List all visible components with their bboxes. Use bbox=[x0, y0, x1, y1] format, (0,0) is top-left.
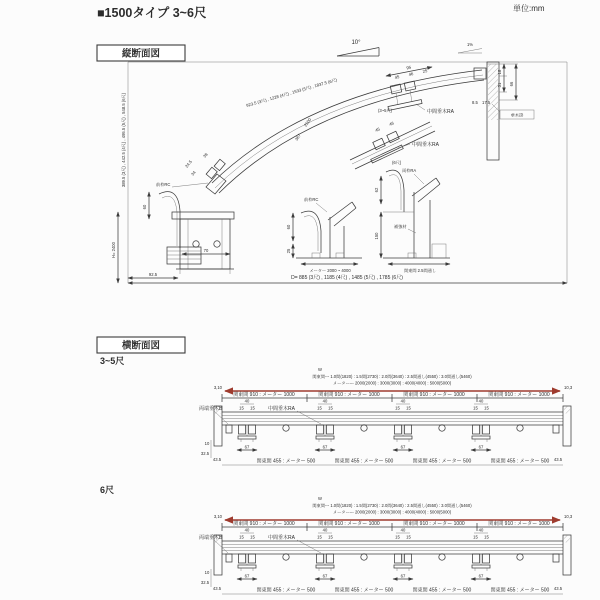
dim-15: 15 bbox=[250, 405, 255, 411]
height-dim: 389.5 (3尺) , 442.5 (4尺) , 495.5 (5尺) , 548.5 (6尺) bbox=[121, 92, 126, 188]
segment-dim: 関東間 910 : メーター 1000 bbox=[488, 521, 550, 527]
edge-offset-left: 3,10 bbox=[213, 385, 222, 390]
wall-rafter-hook bbox=[474, 62, 518, 160]
width-label: W bbox=[318, 367, 322, 372]
curve-length-dim: 923.5 (3尺) , 1228 (4尺) , 1533 (5尺) , 1837.5 (6尺) bbox=[245, 77, 338, 108]
mid-rafter bbox=[239, 425, 246, 434]
dim-40: 40 bbox=[322, 527, 328, 533]
anchor-hole bbox=[439, 554, 445, 560]
mid-rafter bbox=[473, 554, 480, 563]
dim-15: 15 bbox=[484, 405, 489, 411]
dim-67: 67 bbox=[478, 573, 484, 579]
end-rafter bbox=[226, 425, 232, 433]
dim-8-5: 8.5 bbox=[472, 100, 478, 105]
dim-15: 15 bbox=[328, 405, 333, 411]
mid-rafter bbox=[327, 425, 334, 434]
kanto-dim-line: 関東間--- 1.0間(1820) : 1.5間(2730) : 2.0間(3640) : 2.5間通し(4550) : 3.0間通し(5460) bbox=[312, 374, 472, 379]
segment-dim: 関東間 910 : メーター 1000 bbox=[233, 521, 295, 527]
bottom-span-dim: 関東間 455 : メーター 500 bbox=[490, 587, 550, 594]
mid-rafter2-label: 中間垂木RA bbox=[412, 142, 439, 148]
anchor-hole bbox=[283, 425, 289, 431]
dim-40: 40 bbox=[322, 398, 328, 404]
dim-67: 67 bbox=[244, 573, 250, 579]
dim-17-5: 17.5 bbox=[482, 100, 491, 105]
anchor-hole bbox=[439, 425, 445, 431]
mid-rafter bbox=[405, 425, 412, 434]
header bbox=[97, 3, 545, 20]
mid-rafter bbox=[239, 554, 246, 563]
vertical-section bbox=[97, 40, 567, 283]
dim-15: 15 bbox=[395, 405, 400, 411]
detail-front-frame-label: 前枠RC bbox=[304, 197, 319, 202]
range-6-label: (6尺) bbox=[392, 160, 402, 165]
leader-line bbox=[414, 174, 424, 184]
end-rafter bbox=[553, 554, 559, 562]
post-height-dim: H= 2400 bbox=[111, 242, 116, 258]
dim-40: 40 bbox=[400, 527, 406, 533]
depth-dim: D= 885 (3尺) , 1185 (4尺) , 1485 (5尺) , 1785 (6尺) bbox=[291, 275, 403, 281]
width-label: W bbox=[318, 496, 322, 501]
base-plate bbox=[238, 565, 256, 568]
dim-46: 46 bbox=[408, 71, 414, 77]
base-plate bbox=[316, 565, 334, 568]
dim-18: 18 bbox=[497, 69, 502, 75]
dim-67: 67 bbox=[400, 573, 406, 579]
meter-dim-line: メーター--- 2000(2000) : 3000(3000) : 4000(4000) : 5000(5000) bbox=[332, 509, 452, 515]
mid-rafter bbox=[249, 554, 256, 563]
dim-15: 15 bbox=[484, 534, 489, 540]
mid-rafter bbox=[395, 554, 402, 563]
dim-10: 10 bbox=[204, 570, 210, 575]
kanto-dim-line: 関東間--- 1.0間(1820) : 1.5間(2730) : 2.0間(3640) : 2.5間通し(4550) : 3.0間通し(5460) bbox=[312, 503, 472, 508]
dim-15: 15 bbox=[328, 534, 333, 540]
dim-10: 10 bbox=[204, 441, 210, 446]
dim-15: 15 bbox=[239, 534, 244, 540]
leader-line bbox=[297, 411, 321, 424]
dim-95: 95 bbox=[405, 64, 412, 71]
detail-side-frame bbox=[381, 170, 450, 264]
vertical-section-label: 縦断面図 bbox=[121, 48, 161, 60]
gutter-and-post bbox=[159, 192, 234, 274]
mid-rafter-label: 中間垂木RA bbox=[268, 535, 295, 541]
dim-62: 62 bbox=[374, 187, 379, 193]
range-3-5-label: (3~5尺) bbox=[378, 108, 393, 113]
detail-front-frame bbox=[293, 202, 362, 264]
dim-67: 67 bbox=[322, 444, 328, 450]
dim-38: 38 bbox=[201, 151, 209, 159]
mid-rafter bbox=[473, 425, 480, 434]
base-plate bbox=[238, 436, 256, 439]
bottom-span-dim: 関東間 455 : メーター 500 bbox=[490, 458, 550, 465]
dim-25: 25 bbox=[422, 68, 428, 74]
dim-46b: 46 bbox=[388, 120, 395, 127]
anchor-hole bbox=[517, 554, 523, 560]
bottom-span-dim: 関東間 455 : メーター 500 bbox=[412, 587, 472, 594]
mid-rafter-label: 中間垂木RA bbox=[268, 406, 295, 412]
detail-reinforce-label: 補強材 bbox=[394, 224, 407, 229]
leader-line bbox=[416, 104, 425, 110]
edge-offset-right: 10,3 bbox=[564, 385, 573, 390]
leader-line bbox=[297, 540, 321, 553]
dim-67: 67 bbox=[400, 444, 406, 450]
end-rafter-label: 両端垂木B bbox=[199, 535, 223, 541]
mid-rafter bbox=[249, 425, 256, 434]
dim-60-detail: 60 bbox=[286, 224, 291, 230]
bottom-span-dim: 関東間 455 : メーター 500 bbox=[334, 587, 394, 594]
dim-60: 60 bbox=[142, 204, 147, 210]
segment-dim: 関東間 910 : メーター 1000 bbox=[318, 392, 380, 398]
dim-40: 40 bbox=[400, 398, 406, 404]
dim-15: 15 bbox=[395, 534, 400, 540]
dim-15: 15 bbox=[250, 534, 255, 540]
dim-15: 15 bbox=[406, 534, 411, 540]
cross-section-3-5 bbox=[199, 367, 573, 465]
slope-angle: 10° bbox=[351, 40, 361, 46]
mid-rafter bbox=[317, 554, 324, 563]
bottom-span-dim: 関東間 455 : メーター 500 bbox=[256, 587, 316, 594]
base-plate bbox=[472, 565, 490, 568]
anchor-hole bbox=[361, 554, 367, 560]
dim-15: 15 bbox=[239, 405, 244, 411]
segment-dim: 関東間 910 : メーター 1000 bbox=[233, 392, 295, 398]
dim-32-5: 32.5 bbox=[200, 580, 210, 585]
segment-dim: 関東間 910 : メーター 1000 bbox=[403, 392, 465, 398]
anchor-hole bbox=[517, 425, 523, 431]
dim-24-5: 24.5 bbox=[183, 159, 194, 169]
dim-67: 67 bbox=[244, 444, 250, 450]
kanto-range-dim: 関東間 2.5間通し bbox=[403, 268, 437, 273]
segment-dim: 関東間 910 : メーター 1000 bbox=[403, 521, 465, 527]
page-title: ■1500タイプ 3~6尺 bbox=[97, 6, 207, 20]
dim-15: 15 bbox=[317, 405, 322, 411]
dim-15: 15 bbox=[406, 405, 411, 411]
mid-rafter bbox=[483, 554, 490, 563]
sub-label-3-5: 3~5尺 bbox=[100, 356, 125, 366]
unit-label: 単位:mm bbox=[513, 4, 545, 13]
dim-31: 31 bbox=[497, 82, 502, 88]
bottom-span-dim: 関東間 455 : メーター 500 bbox=[334, 458, 394, 465]
dim-32-5: 32.5 bbox=[200, 451, 210, 456]
dim-66: 66 bbox=[509, 81, 514, 87]
leader-line bbox=[316, 203, 327, 212]
segment-dim: 関東間 910 : メーター 1000 bbox=[488, 392, 550, 398]
base-plate bbox=[472, 436, 490, 439]
meter-dim-line: メーター--- 2000(2000) : 3000(3000) : 4000(4000) : 5000(5000) bbox=[332, 380, 452, 386]
wall-hatch bbox=[564, 536, 570, 543]
dim-15: 15 bbox=[473, 405, 478, 411]
bottom-span-dim: 関東間 455 : メーター 500 bbox=[256, 458, 316, 465]
dim-25-detail: 25 bbox=[286, 248, 291, 254]
leader-line bbox=[408, 229, 416, 233]
vertical-frame-lines bbox=[118, 62, 567, 283]
mid-rafter-label: 中間垂木RA bbox=[427, 109, 454, 115]
mid-rafter bbox=[395, 425, 402, 434]
sub-label-6: 6尺 bbox=[100, 485, 115, 495]
radius-dim: 2500 bbox=[302, 117, 313, 128]
end-rafter bbox=[553, 425, 559, 433]
dim-43-5: 43.5 bbox=[553, 457, 563, 462]
dim-15: 15 bbox=[317, 534, 322, 540]
edge-offset-right: 10,3 bbox=[564, 514, 573, 519]
rafter-hook-label: 垂木掛 bbox=[510, 112, 524, 118]
arc-dim: 367 bbox=[293, 132, 302, 142]
mid-rafter bbox=[317, 425, 324, 434]
dim-40: 40 bbox=[478, 527, 484, 533]
dim-15: 15 bbox=[473, 534, 478, 540]
dim-40: 40 bbox=[478, 398, 484, 404]
dim-67: 67 bbox=[322, 573, 328, 579]
front-frame-label: 前枠RC bbox=[156, 182, 171, 187]
slope-wedge bbox=[337, 40, 482, 56]
cross-section-label: 横断面図 bbox=[121, 340, 161, 352]
anchor-hole bbox=[361, 425, 367, 431]
dim-43-5: 43.5 bbox=[212, 586, 222, 591]
mid-rafter bbox=[483, 425, 490, 434]
bottom-span-dim: 関東間 455 : メーター 500 bbox=[412, 458, 472, 465]
base-plate bbox=[394, 565, 412, 568]
dim-40: 40 bbox=[244, 527, 250, 533]
dim-34: 34 bbox=[189, 169, 197, 177]
dim-40: 40 bbox=[244, 398, 250, 404]
wall-hatch bbox=[564, 407, 570, 414]
cross-section-header bbox=[97, 337, 185, 495]
base-plate bbox=[394, 436, 412, 439]
dim-92-5: 92.5 bbox=[148, 272, 158, 277]
leader-line bbox=[172, 183, 208, 187]
edge-offset-left: 3,10 bbox=[213, 514, 222, 519]
slope-grade: 1% bbox=[466, 42, 474, 47]
cross-section-6 bbox=[199, 496, 573, 594]
dim-43-5: 43.5 bbox=[553, 586, 563, 591]
base-plate bbox=[316, 436, 334, 439]
anchor-hole bbox=[283, 554, 289, 560]
detail-side-frame-label: 両枠RA bbox=[402, 168, 417, 173]
dim-43-5: 43.5 bbox=[212, 457, 222, 462]
meter-range-dim: メーター 2000 ~ 4000 bbox=[309, 268, 351, 273]
mid-rafter bbox=[327, 554, 334, 563]
dim-150: 150 bbox=[374, 232, 379, 240]
curved-roof bbox=[206, 70, 484, 194]
end-rafter-label: 両端垂木B bbox=[199, 406, 223, 412]
dim-45: 45 bbox=[394, 74, 400, 80]
dim-45b: 45 bbox=[374, 126, 381, 133]
segment-dim: 関東間 910 : メーター 1000 bbox=[318, 521, 380, 527]
end-rafter bbox=[226, 554, 232, 562]
mid-rafter bbox=[405, 554, 412, 563]
dim-70: 70 bbox=[203, 248, 209, 253]
dim-67: 67 bbox=[478, 444, 484, 450]
